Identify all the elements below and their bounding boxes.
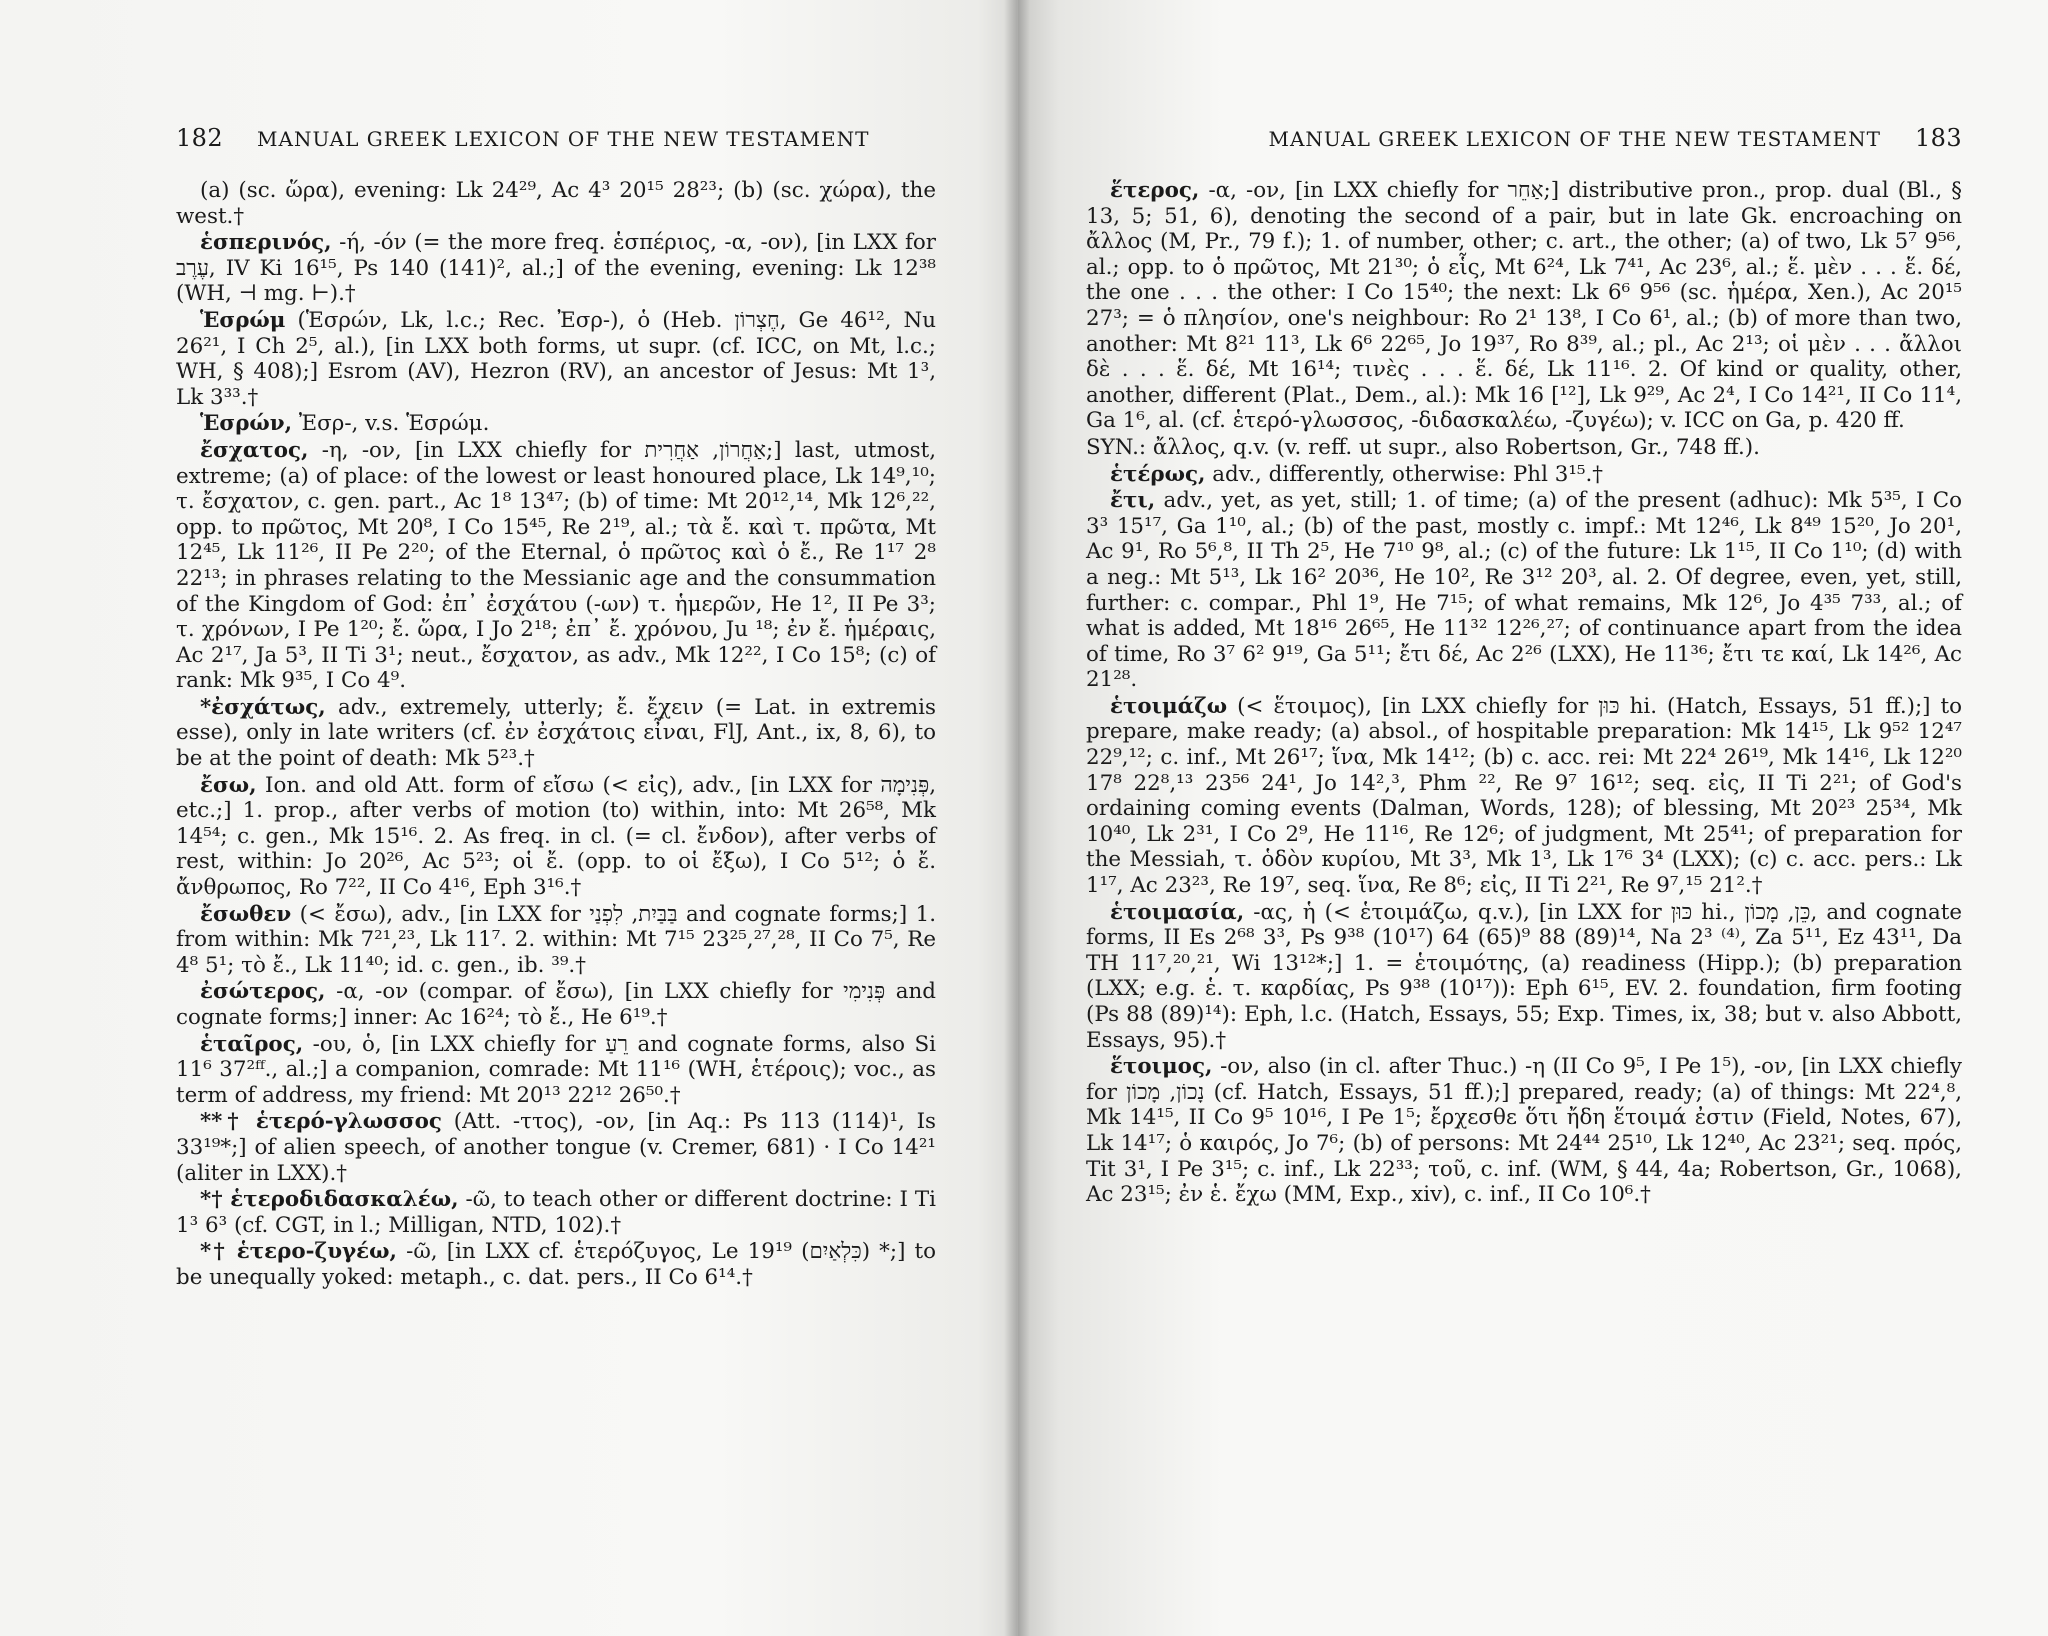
entry-text: -ας, ἡ (< ἑτοιμάζω, q.v.), [in LXX for כּוּן hi., כֵּן, מָכוֹן, and cognate forms, II Es 2⁶⁸ 3³, Ps 9³⁸ (10¹⁷) 64 (65)⁹ 88 (89)¹⁴, Na 2³ ⁽⁴⁾, Za 5¹¹, Ez 43¹¹, Da TH 11⁷,²⁰,²¹, Wi 13¹²*;] 1. = ἑτοιμότης, (a) readiness (Hipp.); (b) preparation (LXX; e.g. ἑ. τ. καρδίας, Ps 9³⁸ (10¹⁷)): Eph 6¹⁵, EV. 2. foundation, firm footing (Ps 88 (89)¹⁴): Eph, l.c. (Hatch, Essays, 55; Exp. Times, ix, 38; but v. also Abbott, Essays, 95).† [1086,899,1962,1053]
entry-text: Ion. and old Att. form of εἴσω (< εἰς), adv., [in LXX for פְּנִימָה, etc.;] 1. prop., after verbs of motion (to) within, into: Mt 26⁵⁸, Mk 14⁵⁴; c. gen., Mk 15¹⁶. 2. As freq. in cl. (= cl. ἔνδον), after verbs of rest, within: Jo 20²⁶, Ac 5²³; οἱ ἔ. (opp. to οἱ ἔξω), I Co 5¹²; ὁ ἔ. ἄνθρωπος, Ro 7²², II Co 4¹⁶, Eph 3¹⁶.† [176,772,936,901]
lexicon-entry [176,230,936,307]
lexicon-entry [176,1239,936,1290]
lexicon-entry [176,1109,936,1186]
entry-headword: *† ἑτερο-ζυγέω, [200,1239,397,1265]
left-page [0,0,1018,1636]
page-number: 183 [1914,124,1962,152]
running-title: MANUAL GREEK LEXICON OF THE NEW TESTAMENT [257,127,870,151]
entry-text: (Att. -ττος), -ον, [in Aq.: Ps 113 (114)¹, Is 33¹⁹*;] of alien speech, of another tongue (v. Cremer, 681) · I Co 14²¹ (aliter in LXX).† [176,1109,936,1186]
entry-text: adv., differently, otherwise: Phl 3¹⁵.† [1205,461,1603,487]
lexicon-entry [1086,435,1962,461]
entry-text: adv., extremely, utterly; ἔ. ἔχειν (= Lat. in extremis esse), only in late writers (cf. ἐν ἐσχάτοις εἶναι, FlJ, Ant., ix, 8, 6), to be at the point of death: Mk 5²³.† [176,694,936,772]
entry-text: Ἐσρ-, v.s. Ἑσρώμ. [292,411,490,437]
lexicon-entry [1086,462,1962,488]
lexicon-entry [176,695,936,772]
entry-text: (Ἑσρών, Lk, l.c.; Rec. Ἐσρ-), ὁ (Heb. חֶצְרוֹן, Ge 46¹², Nu 26²¹, I Ch 2⁵, al.), [in LXX both forms, ut supr. (cf. ICC, on Mt, l.c.; WH, § 408);] Esrom (AV), Hezron (RV), an ancestor of Jesus: Mt 1³, Lk 3³³.† [176,307,937,410]
entry-text: SYN.: ἄλλος, q.v. (v. reff. ut supr., also Robertson, Gr., 748 ff.). [1086,434,1760,460]
entry-headword: ἐσώτερος, [200,979,326,1005]
entry-text: (< ἕτοιμος), [in LXX chiefly for כּוּן hi. (Hatch, Essays, 51 ff.);] to prepare, make ready; (a) absol., of hospitable preparation: Mk 14¹⁵, Lk 9⁵² 12⁴⁷ 22⁹,¹²; c. inf., Mt 26¹⁷; ἵνα, Mk 14¹²; (b) c. acc. rei: Mt 22⁴ 26¹⁹, Mk 14¹⁶, Lk 12²⁰ 17⁸ 22⁸,¹³ 23⁵⁶ 24¹, Jo 14²,³, Phm ²², Re 9⁷ 16¹²; seq. εἰς, II Ti 2²¹; of God's ordaining coming events (Dalman, Words, 128); of blessing, Mt 20²³ 25³⁴, Mk 10⁴⁰, Lk 2³¹, I Co 2⁹, He 11¹⁶, Re 12⁶; of judgment, Mt 25⁴¹; of preparation for the Messiah, τ. ὁδὸν κυρίου, Mt 3³, Mk 1³, Lk 1⁷⁶ 3⁴ (LXX); (c) c. acc. pers.: Lk 1¹⁷, Ac 23²³, Re 19⁷, seq. ἵνα, Re 8⁶; εἰς, II Ti 2²¹, Re 9⁷,¹⁵ 21².† [1086,693,1962,899]
lexicon-entry [176,1187,936,1238]
lexicon-entry [176,902,936,979]
entry-headword: ἑτέρως, [1110,461,1206,487]
entry-headword: ἕτοιμος, [1110,1054,1213,1080]
lexicon-entry [176,411,936,437]
entry-text: -ου, ὁ, [in LXX chiefly for רֵעַ and cognate forms, also Si 11⁶ 37²ᶠᶠ., al.;] a companion, comrade: Mt 11¹⁶ (WH, ἑτέροις); voc., as term of address, my friend: Mt 20¹³ 22¹² 26⁵⁰.† [176,1031,936,1108]
entry-text: -α, -ον (compar. of ἔσω), [in LXX chiefly for פְּנִימִי and cognate forms;] inner: Ac 16²⁴; τὸ ἔ., He 6¹⁹.† [176,979,936,1030]
entry-headword: ἑτοιμασία, [1110,899,1245,925]
entry-headword: ἔσωθεν [200,901,292,927]
lexicon-entry [176,773,936,901]
entry-text: -η, -ον, [in LXX chiefly for אַחֲרוֹן, אַחֲרִית;] last, utmost, extreme; (a) of place: of the lowest or least honoured place, Lk 14⁹,¹⁰; τ. ἔσχατον, c. gen. part., Ac 1⁸ 13⁴⁷; (b) of time: Mt 20¹²,¹⁴, Mk 12⁶,²², opp. to πρῶτος, Mt 20⁸, I Co 15⁴⁵, Re 2¹⁹, al.; τὰ ἔ. καὶ τ. πρῶτα, Mt 12⁴⁵, Lk 11²⁶, II Pe 2²⁰; of the Eternal, ὁ πρῶτος καὶ ὁ ἔ., Re 1¹⁷ 2⁸ 22¹³; in phrases relating to the Messianic age and the consummation of the Kingdom of God: ἐπ᾽ ἐσχάτου (-ων) τ. ἡμερῶν, He 1², II Pe 3³; τ. χρόνων, I Pe 1²⁰; ἔ. ὥρα, I Jo 2¹⁸; ἐπ᾽ ἔ. χρόνου, Ju ¹⁸; ἐν ἔ. ἡμέραις, Ac 2¹⁷, Ja 5³, II Ti 3¹; neut., ἔσχατον, as adv., Mk 12²², I Co 15⁸; (c) of rank: Mk 9³⁵, I Co 4⁹. [176,437,937,694]
entry-headword: ἑτοιμάζω [1110,693,1228,719]
lexicon-entry [1086,178,1962,434]
entry-text: -ῶ, [in LXX cf. ἑτερόζυγος, Le 19¹⁹ (כִּלְאַיִם) *;] to be unequally yoked: metaph., c. dat. pers., II Co 6¹⁴.† [176,1239,937,1290]
lexicon-entry [176,308,936,410]
lexicon-entry [1086,1054,1962,1208]
lexicon-entry [176,979,936,1030]
lexicon-entry [1086,694,1962,899]
entry-text: adv., yet, as yet, still; 1. of time; (a) of the present (adhuc): Mk 5³⁵, I Co 3³ 15¹⁷, Ga 1¹⁰, al.; (b) of the past, mostly c. impf.: Mt 12⁴⁶, Lk 8⁴⁹ 15²⁰, Jo 20¹, Ac 9¹, Ro 5⁶,⁸, II Th 2⁵, He 7¹⁰ 9⁸, al.; (c) of the future: Lk 1¹⁵, II Co 1¹⁰; (d) with a neg.: Mt 5¹³, Lk 16² 20³⁶, He 10², Re 3¹² 20³, al. 2. Of degree, even, yet, still, further: c. compar., Phl 1⁹, He 7¹⁵; of what remains, Mk 12⁶, Jo 4³⁵ 7³³, al.; of what is added, Mt 18¹⁶ 26⁶⁵, He 11³² 12²⁶,²⁷; of continuance apart from the idea of time, Ro 3⁷ 6² 9¹⁹, Ga 5¹¹; ἔτι δέ, Ac 2²⁶ (LXX), He 11³⁶; ἔτι τε καί, Lk 14²⁶, Ac 21²⁸. [1086,488,1962,693]
lexicon-entry [1086,900,1962,1054]
entry-headword: Ἑσρώμ [200,307,286,333]
lexicon-entry [176,1032,936,1109]
running-head-right [1178,124,1962,152]
entry-headword: *ἐσχάτως, [200,694,326,720]
entry-headword: ἑταῖρος, [200,1031,304,1057]
entry-text: -ον, also (in cl. after Thuc.) -η (II Co 9⁵, I Pe 1⁵), -ον, [in LXX chiefly for נָכוֹן, מָכוֹן (cf. Hatch, Essays, 51 ff.);] prepared, ready; (a) of things: Mt 22⁴,⁸, Mk 14¹⁵, II Co 9⁵ 10¹⁶, I Pe 1⁵; ἔρχεσθε ὅτι ἤδη ἕτοιμά ἐστιν (Field, Notes, 67), Lk 14¹⁷; ὁ καιρός, Jo 7⁶; (b) of persons: Mt 24⁴⁴ 25¹⁰, Lk 12⁴⁰, Ac 23²¹; seq. πρός, Tit 3¹, I Pe 3¹⁵; c. inf., Lk 22³³; τοῦ, c. inf. (WM, § 44, 4a; Robertson, Gr., 1068), Ac 23¹⁵; ἐν ἑ. ἔχω (MM, Exp., xiv), c. inf., II Co 10⁶.† [1086,1054,1962,1208]
entry-text: -ή, -όν (= the more freq. ἑσπέριος, -α, -ον), [in LXX for עֶרֶב, IV Ki 16¹⁵, Ps 140 (141)², al.;] of the evening, evening: Lk 12³⁸ (WH, ⊣ mg. ⊢).† [176,230,936,307]
running-title: MANUAL GREEK LEXICON OF THE NEW TESTAMENT [1268,127,1881,151]
entry-headword: ἑσπερινός, [200,230,332,256]
entry-headword: ἔσω, [200,772,257,798]
entry-headword: **† ἑτερό-γλωσσος [200,1109,442,1135]
lexicon-entry [1086,488,1962,693]
entry-headword: Ἑσρών, [200,411,293,437]
left-text-column [176,178,936,1292]
entry-headword: ἔτι, [1110,488,1156,514]
entry-headword: ἔσχατος, [200,437,309,463]
entry-text: -α, -ον, [in LXX chiefly for אַחֵר;] distributive pron., prop. dual (Bl., § 13, 5; 51, 6), denoting the second of a pair, but in late Gk. encroaching on ἄλλος (M, Pr., 79 f.); 1. of number, other; c. art., the other; (a) of two, Lk 5⁷ 9⁵⁶, al.; opp. to ὁ πρῶτος, Mt 21³⁰; ὁ εἷς, Mt 6²⁴, Lk 7⁴¹, Ac 23⁶, al.; ἕ. μὲν . . . ἕ. δέ, the one . . . the other: I Co 15⁴⁰; the next: Lk 6⁶ 9⁵⁶ (sc. ἡμέρα, Xen.), Ac 20¹⁵ 27³; = ὁ πλησίον, one's neighbour: Ro 2¹ 13⁸, I Co 6¹, al.; (b) of more than two, another: Mt 8²¹ 11³, Lk 6⁶ 22⁶⁵, Jo 19³⁷, Ro 8³⁹, al.; pl., Ac 2¹³; οἱ μὲν . . . ἄλλοι δὲ . . . ἕ. δέ, Mt 16¹⁴; τινὲς . . . ἕ. δέ, Lk 11¹⁶. 2. Of kind or quality, other, another, different (Plat., Dem., al.): Mk 16 [¹²], Lk 9²⁹, Ac 2⁴, I Co 14²¹, II Co 11⁴, Ga 1⁶, al. (cf. ἑτερό-γλωσσος, -διδασκαλέω, -ζυγέω); v. ICC on Ga, p. 420 ff. [1086,178,1962,434]
book-gutter [1004,0,1030,1636]
right-text-column [1086,178,1962,1209]
right-page [1018,0,2048,1636]
lexicon-entry [176,438,936,694]
lexicon-entry [176,178,936,229]
entry-text: -ῶ, to teach other or different doctrine: I Ti 1³ 6³ (cf. CGT, in l.; Milligan, NTD, 102).† [176,1187,937,1238]
page-number: 182 [176,124,224,152]
entry-headword: *† ἑτεροδιδασκαλέω, [200,1187,459,1213]
entry-headword: ἕτερος, [1110,178,1200,203]
running-head-left [176,124,936,152]
entry-text: (< ἔσω), adv., [in LXX for בַּבַּיִת, לִפְנַי and cognate forms;] 1. from within: Mk 7²¹,²³, Lk 11⁷. 2. within: Mt 7¹⁵ 23²⁵,²⁷,²⁸, II Co 7⁵, Re 4⁸ 5¹; τὸ ἔ., Lk 11⁴⁰; id. c. gen., ib. ³⁹.† [176,901,936,978]
entry-text: (a) (sc. ὥρα), evening: Lk 24²⁹, Ac 4³ 20¹⁵ 28²³; (b) (sc. χώρα), the west.† [176,178,936,229]
